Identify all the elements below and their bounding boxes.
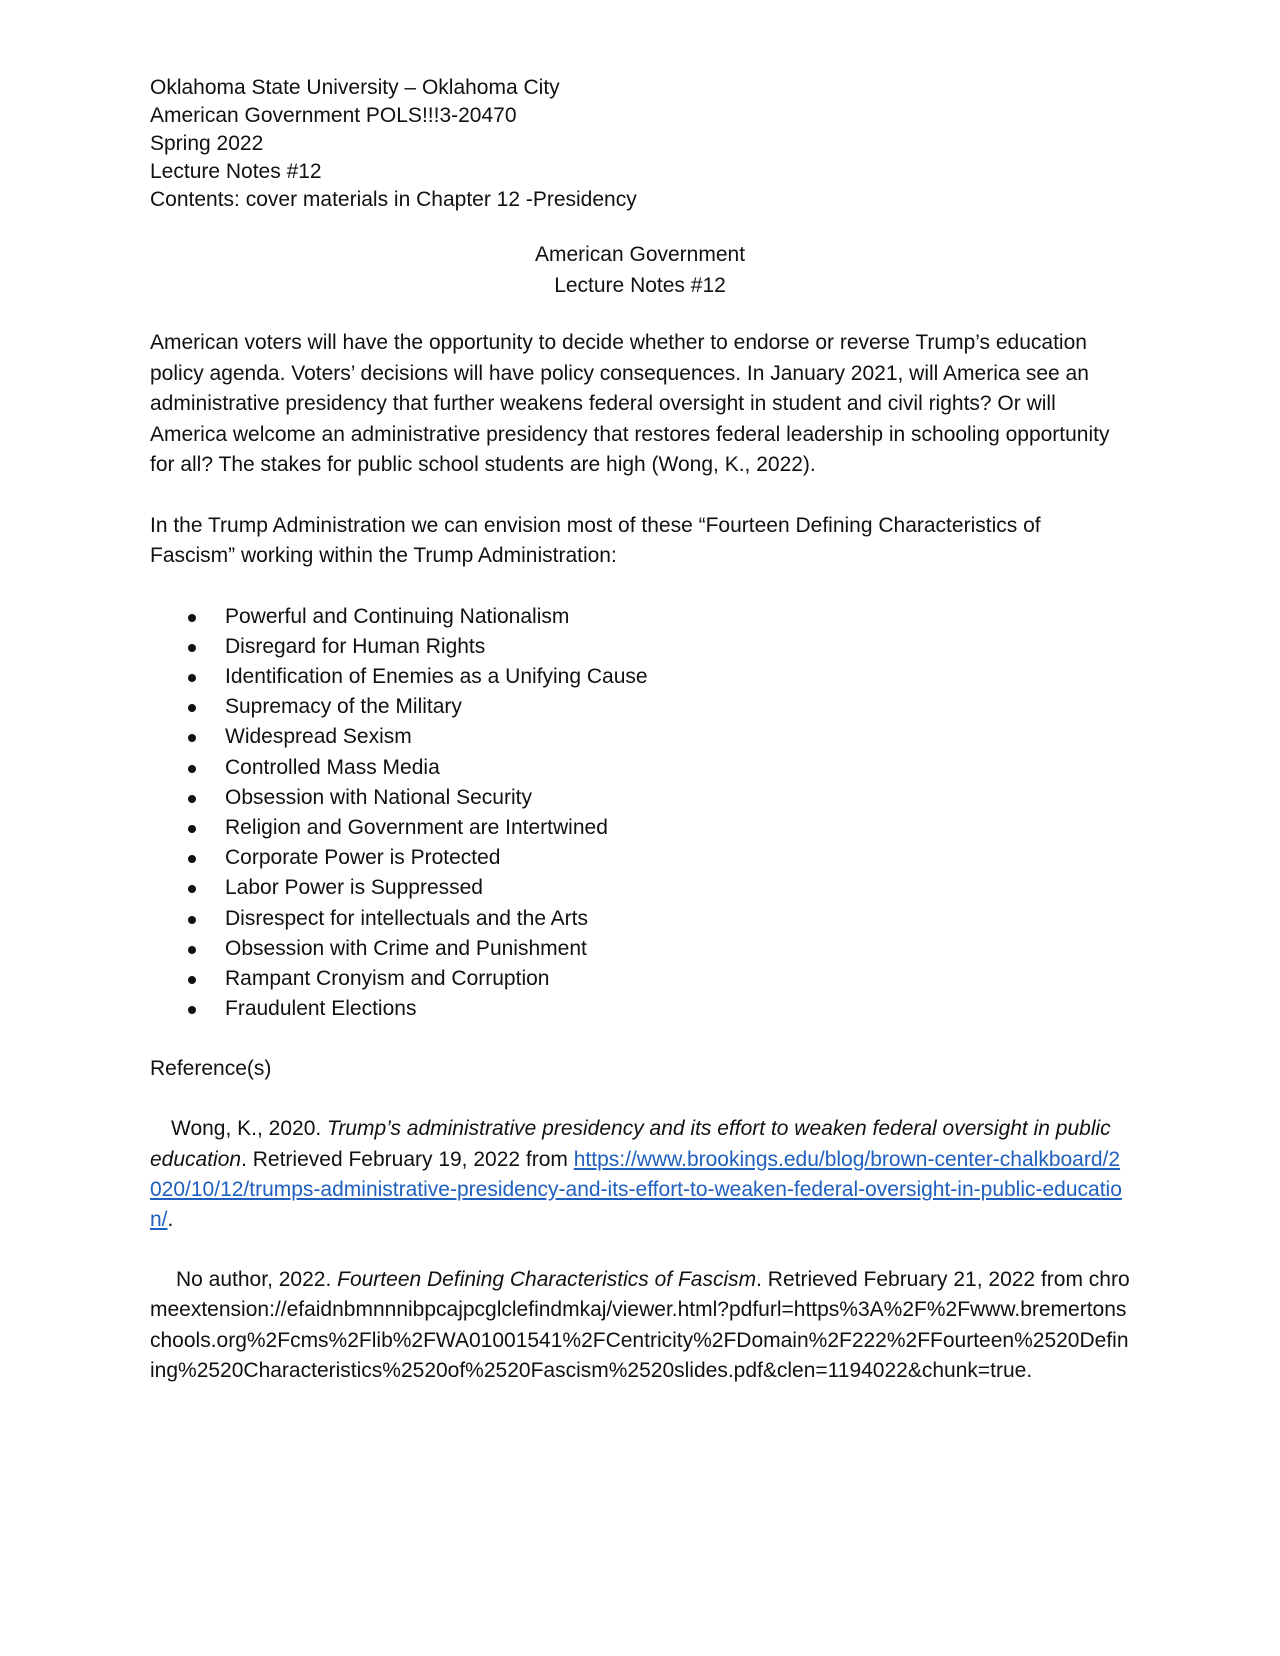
reference-author: No author, 2022. — [176, 1268, 338, 1292]
list-item: Obsession with Crime and Punishment — [150, 934, 1130, 964]
bullet-icon — [188, 734, 196, 742]
title-line-2: Lecture Notes #12 — [554, 274, 726, 297]
bullet-icon — [188, 976, 196, 984]
bullet-icon — [188, 765, 196, 773]
reference-fascism — [150, 1265, 1130, 1386]
bullet-icon — [188, 1006, 196, 1014]
reference-title: Fourteen Defining Characteristics of Fascism — [337, 1268, 757, 1292]
list-item: Rampant Cronyism and Corruption — [150, 964, 1130, 994]
bullet-icon — [188, 946, 196, 954]
reference-retrieved: . Retrieved February 19, 2022 from — [241, 1147, 574, 1171]
list-item: Corporate Power is Protected — [150, 843, 1130, 873]
course-header — [150, 74, 1130, 214]
reference-link[interactable]: https://www.brookings.edu/blog/brown-center-chalkboard/2020/10/12/trumps-administrative-presidency-and-its-effort-to-weaken-federal-oversight-in-public-education/ — [150, 1147, 1122, 1231]
course-line: American Government POLS!!!3-20470 — [150, 104, 517, 127]
characteristics-list — [150, 602, 1130, 1025]
title-line-1: American Government — [534, 243, 746, 266]
bullet-icon — [188, 916, 196, 924]
reference-title: Trump’s administrative presidency and its effort to weaken federal oversight in public education — [150, 1117, 1111, 1171]
list-item: Religion and Government are Intertwined — [150, 813, 1130, 843]
list-item: Supremacy of the Military — [150, 692, 1130, 722]
list-item: Labor Power is Suppressed — [150, 873, 1130, 903]
bullet-icon — [188, 644, 196, 652]
bullet-icon — [188, 885, 196, 893]
reference-retrieved: . Retrieved February 21, 2022 from chromeextension://efaidnbmnnnibpcajpcglclefindmkaj/viewer.html?pdfurl=https%3A%2F%2Fwww.bremertonschools.org%2Fcms%2Flib%2FWA01001541%2FCentricity%2FDomain%2F222%2FFourteen%2520Defining%2520Characteristics%2520of%2520Fascism%2520slides.pdf&clen=1194022&chunk=true. — [150, 1268, 1130, 1382]
bullet-icon — [188, 614, 196, 622]
reference-author: Wong, K., 2020. — [171, 1117, 328, 1141]
bullet-icon — [188, 795, 196, 803]
fascism-intro-paragraph: In the Trump Administration we can envision most of these “Fourteen Defining Characteristics of Fascism” working within the Trump Administration: — [150, 513, 1041, 567]
list-item: Obsession with National Security — [150, 783, 1130, 813]
list-item: Identification of Enemies as a Unifying Cause — [150, 662, 1130, 692]
reference-end: . — [167, 1207, 174, 1231]
reference-wong — [150, 1114, 1130, 1235]
references-heading: Reference(s) — [150, 1057, 272, 1081]
lecture-number-line: Lecture Notes #12 — [150, 160, 322, 183]
bullet-icon — [188, 674, 196, 682]
list-item: Powerful and Continuing Nationalism — [150, 602, 1130, 632]
bullet-icon — [188, 704, 196, 712]
institution-line: Oklahoma State University – Oklahoma City — [150, 76, 560, 99]
list-item: Widespread Sexism — [150, 722, 1130, 752]
bullet-icon — [188, 825, 196, 833]
intro-paragraph: American voters will have the opportunity to decide whether to endorse or reverse Trump’s education policy agenda. Voters’ decisions will have policy consequences. In January 2021, will America see an administrative presidency that further weakens federal oversight in student and civil rights? Or will America welcome an administrative presidency that restores federal leadership in schooling opportunity for all? The stakes for public school students are high (Wong, K., 2022). — [150, 331, 1110, 476]
document-title — [150, 239, 1130, 301]
contents-line: Contents: cover materials in Chapter 12 -Presidency — [150, 188, 637, 211]
document-page — [150, 74, 1130, 1386]
list-item: Disrespect for intellectuals and the Arts — [150, 904, 1130, 934]
list-item: Fraudulent Elections — [150, 994, 1130, 1024]
list-item: Disregard for Human Rights — [150, 632, 1130, 662]
bullet-icon — [188, 855, 196, 863]
list-item: Controlled Mass Media — [150, 753, 1130, 783]
term-line: Spring 2022 — [150, 132, 264, 155]
